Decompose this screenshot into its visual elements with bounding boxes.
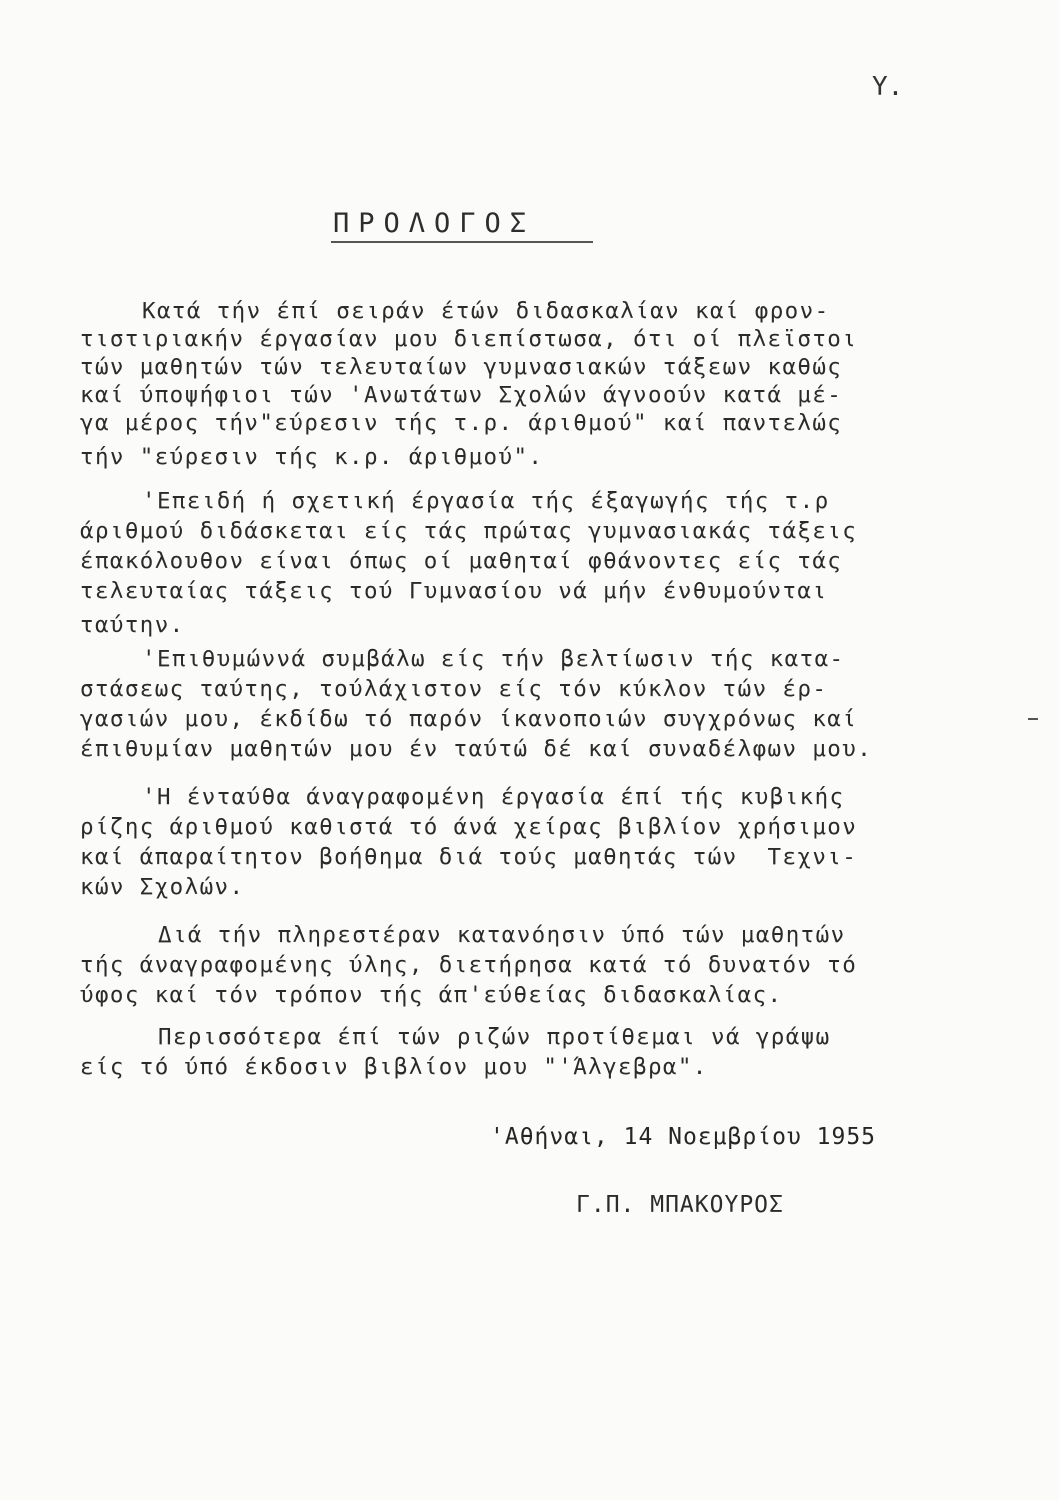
page-number: Υ.	[872, 72, 904, 102]
text-line: ύφος καί τόν τρόπον τής άπ'εύθείας διδασκαλίας.	[80, 982, 783, 1008]
text-line: είς τό ύπό έκδοσιν βιβλίον μου "'Άλγεβρα".	[80, 1054, 708, 1080]
text-line: κών Σχολών.	[80, 874, 245, 900]
text-line: 'Η ένταύθα άναγραφομένη έργασία έπί τής κυβικής	[142, 784, 845, 810]
text-line: τιστιριακήν έργασίαν μου διεπίστωσα, ότι οί πλεϊστοι	[80, 326, 858, 352]
text-line: καί ύποψήφιοι τών 'Ανωτάτων Σχολών άγνοούν κατά μέ-	[80, 382, 843, 408]
text-line: γα μέρος τήν"εύρεσιν τής τ.ρ. άριθμού" καί παντελώς	[80, 410, 843, 436]
text-line: 'Επιθυμώννά συμβάλω είς τήν βελτίωσιν τής κατα-	[142, 646, 845, 672]
text-line: τής άναγραφομένης ύλης, διετήρησα κατά τό δυνατόν τό	[80, 952, 858, 978]
text-line: στάσεως ταύτης, τούλάχιστον είς τόν κύκλον τών έρ-	[80, 676, 828, 702]
author-signature: Γ.Π. ΜΠΑΚΟΥΡΟΣ	[576, 1192, 784, 1218]
text-line: έπακόλουθον είναι όπως οί μαθηταί φθάνοντες είς τάς	[80, 548, 843, 574]
text-line: ταύτην.	[80, 612, 185, 638]
text-line: Περισσότερα έπί τών ριζών προτίθεμαι νά γράψω	[158, 1024, 831, 1050]
text-line: καί άπαραίτητον βοήθημα διά τούς μαθητάς τών Τεχνι-	[80, 844, 858, 870]
text-line: τελευταίας τάξεις τού Γυμνασίου νά μήν ένθυμούνται	[80, 578, 828, 604]
text-line: Κατά τήν έπί σειράν έτών διδασκαλίαν καί φρον-	[142, 298, 830, 324]
text-line: Διά τήν πληρεστέραν κατανόησιν ύπό τών μαθητών	[158, 922, 846, 948]
text-line: 'Επειδή ή σχετική έργασία τής έξαγωγής τής τ.ρ	[142, 488, 830, 514]
text-line: γασιών μου, έκδίδω τό παρόν ίκανοποιών συγχρόνως καί	[80, 706, 858, 732]
text-line: ρίζης άριθμού καθιστά τό άνά χείρας βιβλίον χρήσιμον	[80, 814, 858, 840]
margin-mark	[1028, 718, 1038, 720]
text-line: τών μαθητών τών τελευταίων γυμνασιακών τάξεων καθώς	[80, 354, 843, 380]
text-line: τήν "εύρεσιν τής κ.ρ. άριθμού".	[80, 444, 544, 470]
title-underline	[331, 241, 593, 243]
page-title: ΠΡΟΛΟΓΟΣ	[333, 208, 536, 239]
date-line: 'Αθήναι, 14 Νοεμβρίου 1955	[490, 1124, 877, 1150]
text-line: έπιθυμίαν μαθητών μου έν ταύτώ δέ καί συναδέλφων μου.	[80, 736, 873, 762]
text-line: άριθμού διδάσκεται είς τάς πρώτας γυμνασιακάς τάξεις	[80, 518, 858, 544]
